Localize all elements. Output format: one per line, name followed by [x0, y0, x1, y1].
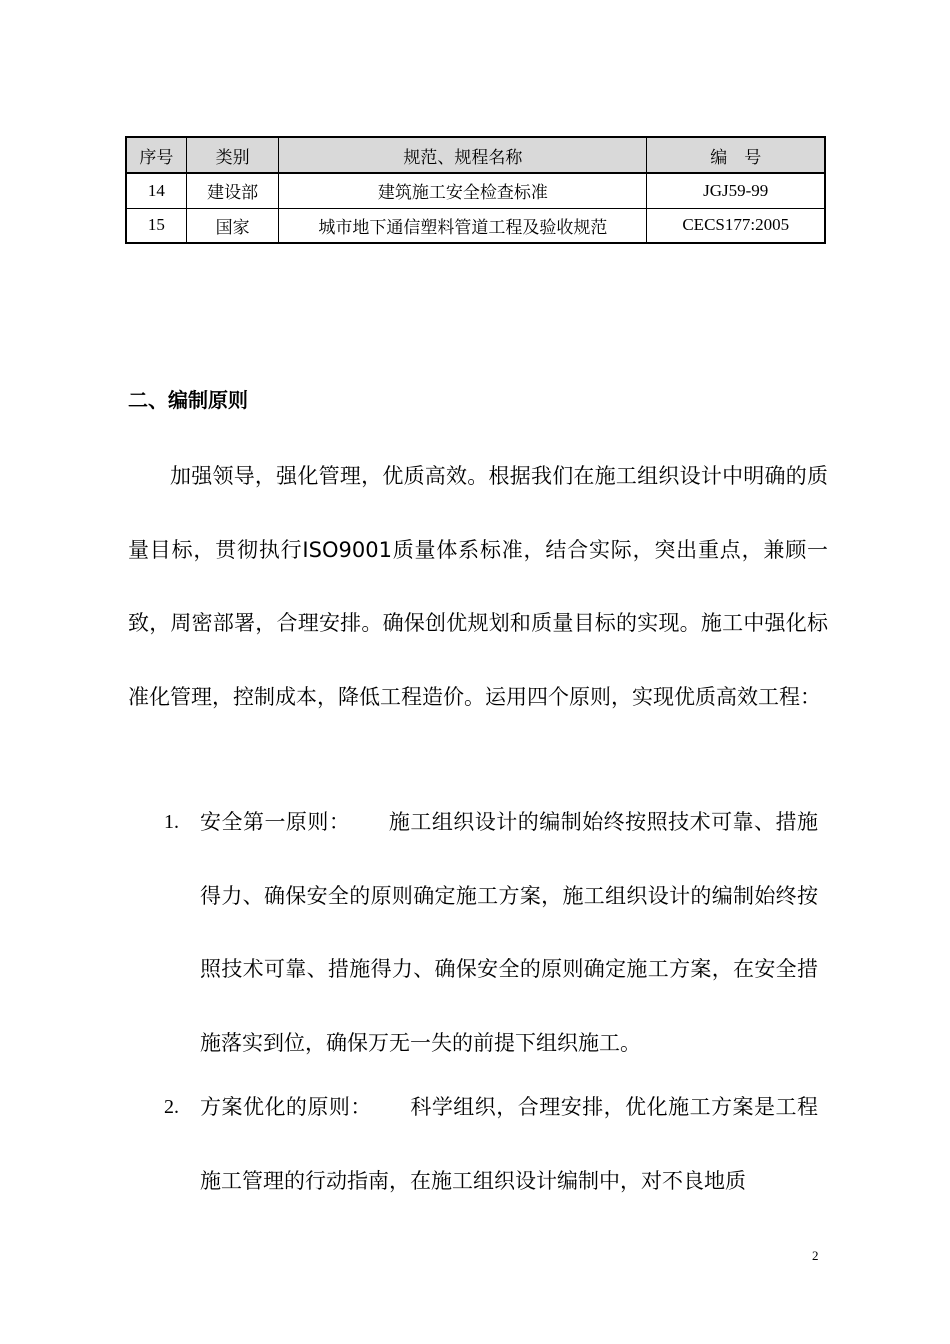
section-paragraph: 加强领导，强化管理，优质高效。根据我们在施工组织设计中明确的质量目标，贯彻执行ISO9001质量体系标准，结合实际，突出重点，兼顾一致，周密部署，合理安排。确保创优规划和质量目标的实现。施工中强化标准化管理，控制成本，降低工程造价。运用四个原则，实现优质高效工程： [128, 464, 828, 709]
table-row [126, 173, 825, 208]
cell-category: 建设部 [186, 173, 279, 208]
header-index: 序号 [126, 137, 186, 173]
principle-title: 方案优化的原则： [200, 1095, 372, 1119]
principle-number: 1. [164, 811, 179, 833]
cell-index: 14 [126, 173, 186, 208]
header-category: 类别 [186, 137, 279, 173]
cell-code: CECS177:2005 [647, 208, 825, 243]
principle-item [164, 1071, 819, 1218]
principle-text: 施工组织设计的编制始终按照技术可靠、措施得力、确保安全的原则确定施工方案，施工组织设计的编制始终按照技术可靠、措施得力、确保安全的原则确定施工方案，在安全措施落实到位，确保万无一失的前提下组织施工。 [200, 810, 819, 1055]
section-heading: 二、编制原则 [128, 388, 248, 412]
cell-code: JGJ59-99 [647, 173, 825, 208]
header-code: 编 号 [647, 137, 825, 173]
cell-category: 国家 [186, 208, 279, 243]
table-row [126, 208, 825, 243]
principle-title: 安全第一原则： [200, 810, 351, 834]
header-standard-name: 规范、规程名称 [279, 137, 647, 173]
principle-number: 2. [164, 1096, 179, 1118]
principle-item [164, 786, 819, 1080]
cell-index: 15 [126, 208, 186, 243]
principle-text: 科学组织，合理安排，优化施工方案是工程施工管理的行动指南，在施工组织设计编制中，对不良地质 [200, 1095, 819, 1193]
cell-standard-name: 建筑施工安全检查标准 [279, 173, 647, 208]
page-number: 2 [812, 1248, 819, 1263]
cell-standard-name: 城市地下通信塑料管道工程及验收规范 [279, 208, 647, 243]
standards-table [125, 136, 826, 244]
table-header-row [126, 137, 825, 173]
